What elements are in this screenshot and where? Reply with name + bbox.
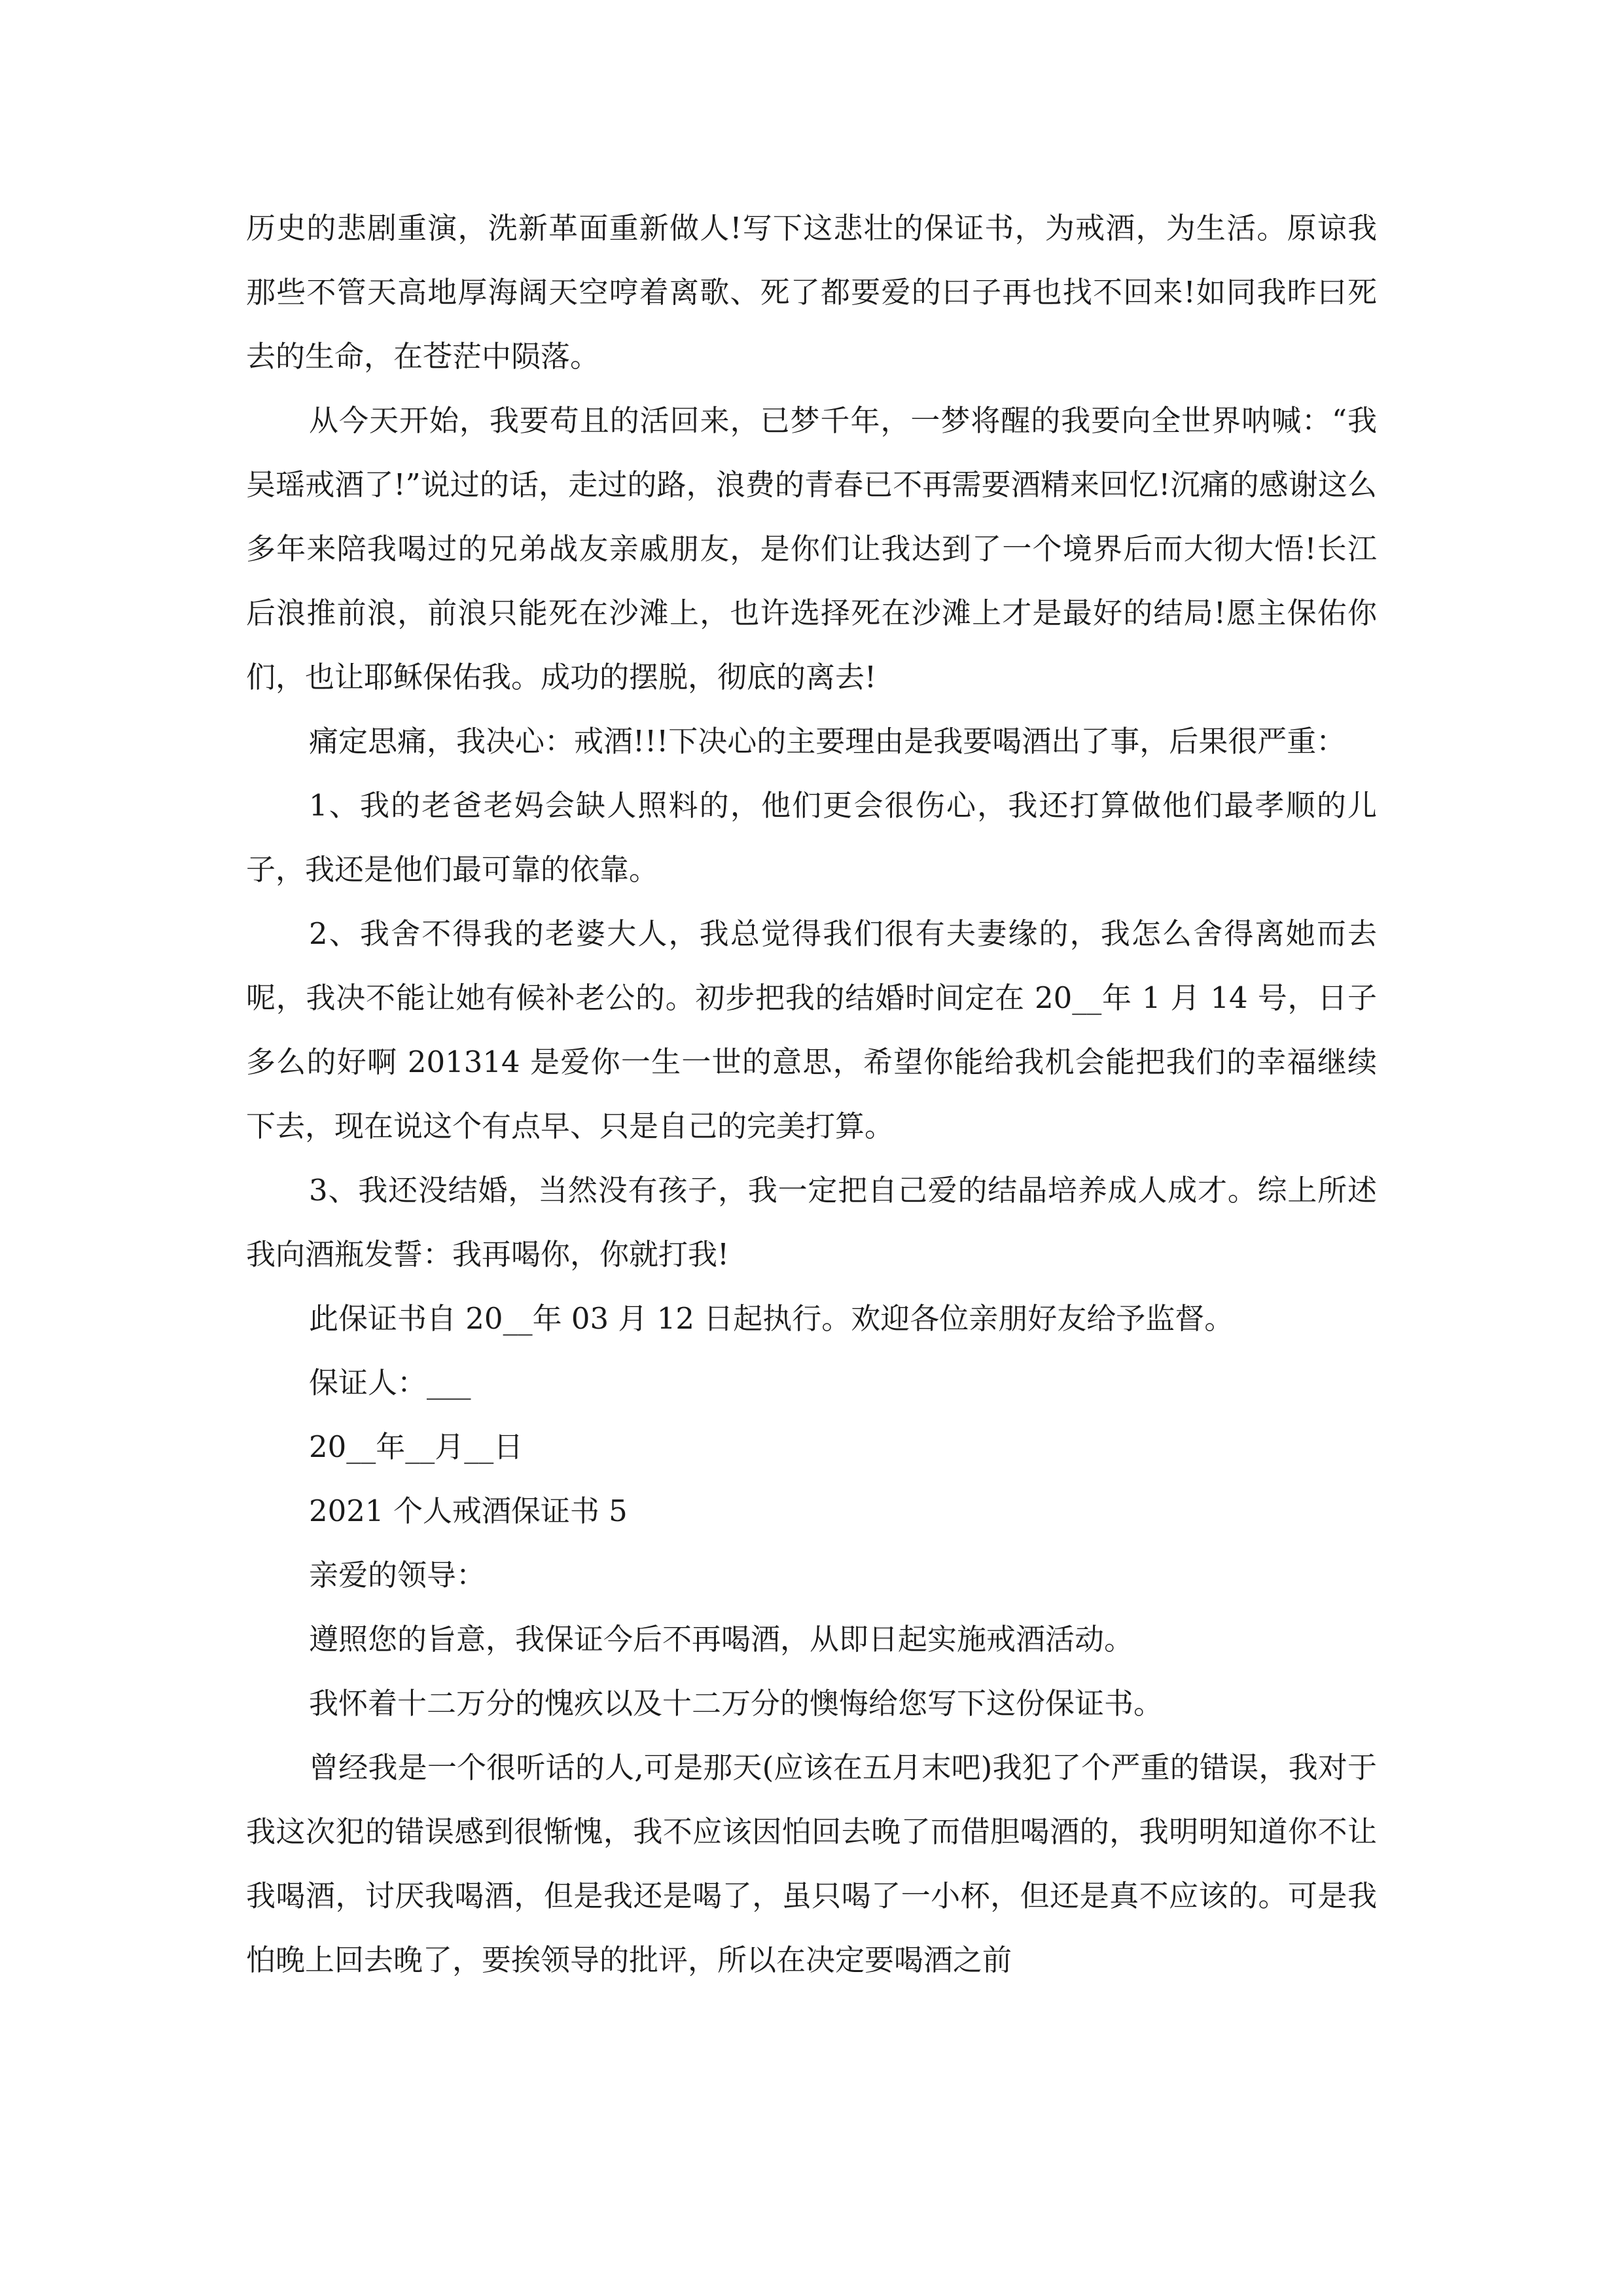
paragraph-3: 痛定思痛，我决心：戒酒!!!下决心的主要理由是我要喝酒出了事，后果很严重： [309,724,1346,759]
paragraph-2: 从今天开始，我要苟且的活回来，已梦千年，一梦将醒的我要向全世界呐喊：“我吴瑶戒酒了!”说过的话，走过的路，浪费的青春已不再需要酒精来回忆!沉痛的感谢这么多年来陪我喝过的兄弟战友亲戚朋友，是你们让我达到了一个境界后而大彻大悟!长江后浪推前浪，前浪只能死在沙滩上，也许选择死在沙滩上才是最好的结局!愿主保佑你们，也让耶稣保佑我。成功的摆脱，彻底的离去! [246,403,1377,694]
paragraph-5: 2、我舍不得我的老婆大人，我总觉得我们很有夫妻缘的，我怎么舍得离她而去呢，我决不能让她有候补老公的。初步把我的结婚时间定在 20__年 1 月 14 号，日子多么的好啊 201314 是爱你一生一世的意思，希望你能给我机会能把我们的幸福继续下去，现在说这个有点早、只是自己的完美打算。 [246,916,1377,1143]
paragraph-10: 曾经我是一个很听话的人,可是那天(应该在五月末吧)我犯了个严重的错误，我对于我这次犯的错误感到很惭愧，我不应该因怕回去晚了而借胆喝酒的，我明明知道你不让我喝酒，讨厌我喝酒，但是我还是喝了，虽只喝了一小杯，但还是真不应该的。可是我怕晚上回去晚了，要挨领导的批评，所以在决定要喝酒之前 [246,1750,1377,1977]
section-title: 2021 个人戒酒保证书 5 [309,1494,628,1528]
salutation: 亲爱的领导： [309,1558,486,1592]
date-line: 20__年__月__日 [309,1429,524,1464]
paragraph-1: 历史的悲剧重演，洗新革面重新做人!写下这悲壮的保证书，为戒酒，为生活。原谅我那些不管天高地厚海阔天空哼着离歌、死了都要爱的曰子再也找不回来!如同我昨曰死去的生命，在苍茫中陨落。 [246,211,1377,374]
guarantor-line: 保证人：___ [309,1365,471,1400]
document-body [246,196,1377,1992]
paragraph-8: 遵照您的旨意，我保证今后不再喝酒，从即日起实施戒酒活动。 [309,1622,1134,1657]
paragraph-6: 3、我还没结婚，当然没有孩子，我一定把自己爱的结晶培养成人成才。综上所述我向酒瓶发誓：我再喝你，你就打我! [246,1173,1377,1272]
paragraph-9: 我怀着十二万分的愧疚以及十二万分的懊悔给您写下这份保证书。 [309,1686,1164,1721]
paragraph-4: 1、我的老爸老妈会缺人照料的，他们更会很伤心，我还打算做他们最孝顺的儿子，我还是他们最可靠的依靠。 [246,788,1377,887]
paragraph-7: 此保证书自 20__年 03 月 12 日起执行。欢迎各位亲朋好友给予监督。 [309,1301,1234,1336]
